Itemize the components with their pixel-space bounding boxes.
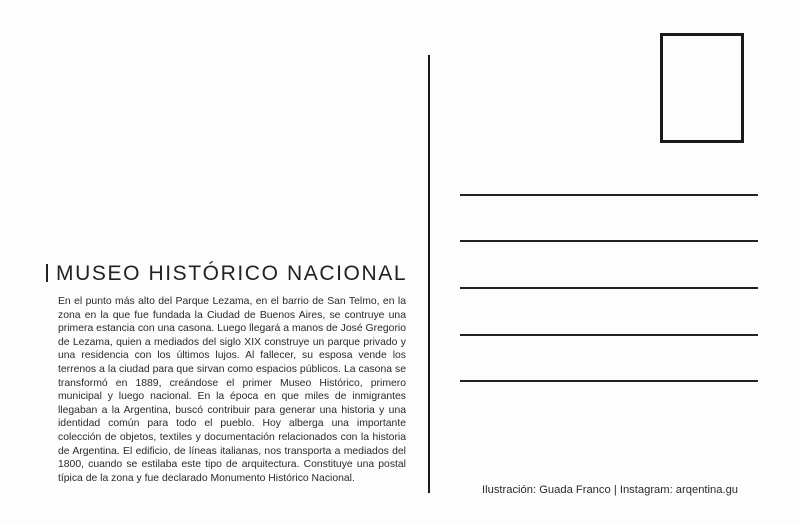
description-paragraph: En el punto más alto del Parque Lezama, en el barrio de San Telmo, en la zona en la que fue fundada la Ciudad de Buenos Aires, se contruye una primera estancia con una casona. Luego llegará a manos de José Gregorio de Lezama, quien a mediados del siglo XIX construye un parque privado y una residencia con los últimos lujos. Al fallecer, su esposa vende los terrenos a la ciudad para que sirvan como espacios públicos. La casona se transformó en 1889, creándose el primer Museo Histórico, primero municipal y luego nacional. En la época en que miles de inmigrantes llegaban a la Argentina, buscó contribuir para generar una historia y una identidad común para todo el pueblo. Hoy alberga una importante colección de objetos, textiles y documentación relacionados con la historia de Argentina. El edificio, de líneas italianas, nos transporta a mediados del 1800, cuando se estilaba este tipo de arquitectura. Constituye una postal típica de la zona y fue declarado Monumento Histórico Nacional. (58, 296, 406, 484)
address-line-3 (460, 287, 758, 289)
address-line-5 (460, 380, 758, 382)
illustration-credits: Ilustración: Guada Franco | Instagram: arqentina.gu (482, 484, 739, 496)
address-line-2 (460, 240, 758, 242)
stamp-box (660, 33, 744, 143)
vertical-divider (428, 55, 430, 493)
address-line-1 (460, 194, 758, 196)
title-heading (46, 262, 407, 286)
address-line-4 (460, 334, 758, 336)
title-bar-mark (46, 264, 48, 282)
title-text: MUSEO HISTÓRICO NACIONAL (56, 262, 408, 285)
